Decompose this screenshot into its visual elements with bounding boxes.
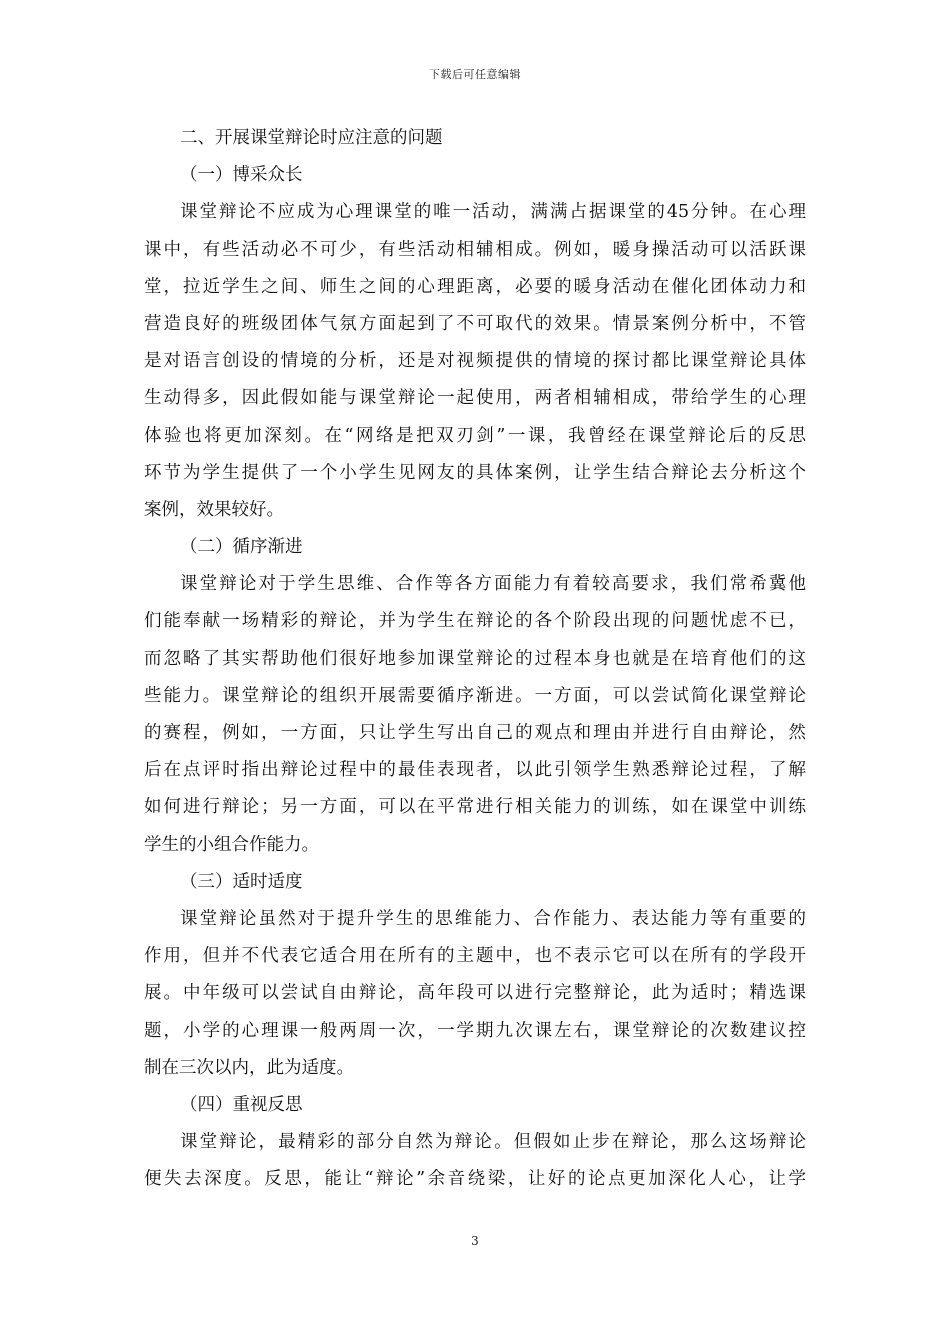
paragraph-line: 课中，有些活动必不可少，有些活动相辅相成。例如，暖身操活动可以活跃课 bbox=[144, 239, 806, 260]
subsection-heading: （二）循序渐进 bbox=[180, 537, 303, 558]
paragraph-line: 是对语言创设的情境的分析，还是对视频提供的情境的探讨都比课堂辩论具体 bbox=[144, 351, 806, 372]
paragraph-line: 而忽略了其实帮助他们很好地参加课堂辩论的过程本身也就是在培育他们的这 bbox=[144, 648, 806, 669]
paragraph-line: 制在三次以内，此为适度。 bbox=[144, 1057, 354, 1078]
paragraph-line: 如何进行辩论；另一方面，可以在平常进行相关能力的训练，如在课堂中训练 bbox=[144, 797, 806, 818]
paragraph-line: 题，小学的心理课一般两周一次，一学期九次课左右，课堂辩论的次数建议控 bbox=[144, 1020, 806, 1041]
paragraph-line: 课堂辩论对于学生思维、合作等各方面能力有着较高要求，我们常希冀他 bbox=[180, 574, 806, 595]
paragraph-line: 案例，效果较好。 bbox=[144, 499, 284, 520]
paragraph-line: 学生的小组合作能力。 bbox=[144, 834, 319, 855]
paragraph-line: 营造良好的班级团体气氛方面起到了不可取代的效果。情景案例分析中，不管 bbox=[144, 313, 806, 334]
paragraph-line: 课堂辩论，最精彩的部分自然为辩论。但假如止步在辩论，那么这场辩论 bbox=[180, 1132, 806, 1153]
paragraph-line: 环节为学生提供了一个小学生见网友的具体案例，让学生结合辩论去分析这个 bbox=[144, 462, 806, 483]
subsection-heading: （三）适时适度 bbox=[180, 871, 303, 892]
paragraph-line: 些能力。课堂辩论的组织开展需要循序渐进。一方面，可以尝试简化课堂辩论 bbox=[144, 685, 806, 706]
subsection-heading: （一）博采众长 bbox=[180, 165, 303, 186]
paragraph-line: 的赛程，例如，一方面，只让学生写出自己的观点和理由并进行自由辩论，然 bbox=[144, 723, 806, 743]
paragraph-line: 课堂辩论虽然对于提升学生的思维能力、合作能力、表达能力等有重要的 bbox=[180, 908, 806, 929]
paragraph-line: 展。中年级可以尝试自由辩论，高年段可以进行完整辩论，此为适时；精选课 bbox=[144, 983, 806, 1004]
paragraph-line: 便失去深度。反思，能让“辩论”余音绕梁，让好的论点更加深化人心，让学 bbox=[144, 1169, 806, 1190]
paragraph-line: 堂，拉近学生之间、师生之间的心理距离，必要的暖身活动在催化团体动力和 bbox=[144, 276, 806, 297]
paragraph-line: 课堂辩论不应成为心理课堂的唯一活动，满满占据课堂的45分钟。在心理 bbox=[180, 202, 806, 223]
subsection-heading: （四）重视反思 bbox=[180, 1094, 303, 1115]
page-number: 3 bbox=[471, 1234, 479, 1248]
page-header: 下载后可任意编辑 bbox=[429, 68, 521, 81]
paragraph-line: 作用，但并不代表它适合用在所有的主题中，也不表示它可以在所有的学段开 bbox=[144, 946, 806, 967]
paragraph-line: 们能奉献一场精彩的辩论，并为学生在辩论的各个阶段出现的问题忧虑不已， bbox=[144, 611, 806, 632]
paragraph-line: 生动得多，因此假如能与课堂辩论一起使用，两者相辅相成，带给学生的心理 bbox=[144, 388, 806, 409]
paragraph-line: 后在点评时指出辩论过程中的最佳表现者，以此引领学生熟悉辩论过程，了解 bbox=[144, 760, 806, 781]
paragraph-line: 体验也将更加深刻。在“网络是把双刃剑”一课，我曾经在课堂辩论后的反思 bbox=[144, 425, 806, 446]
section-title: 二、开展课堂辩论时应注意的问题 bbox=[180, 128, 443, 148]
document-body bbox=[144, 120, 806, 1198]
